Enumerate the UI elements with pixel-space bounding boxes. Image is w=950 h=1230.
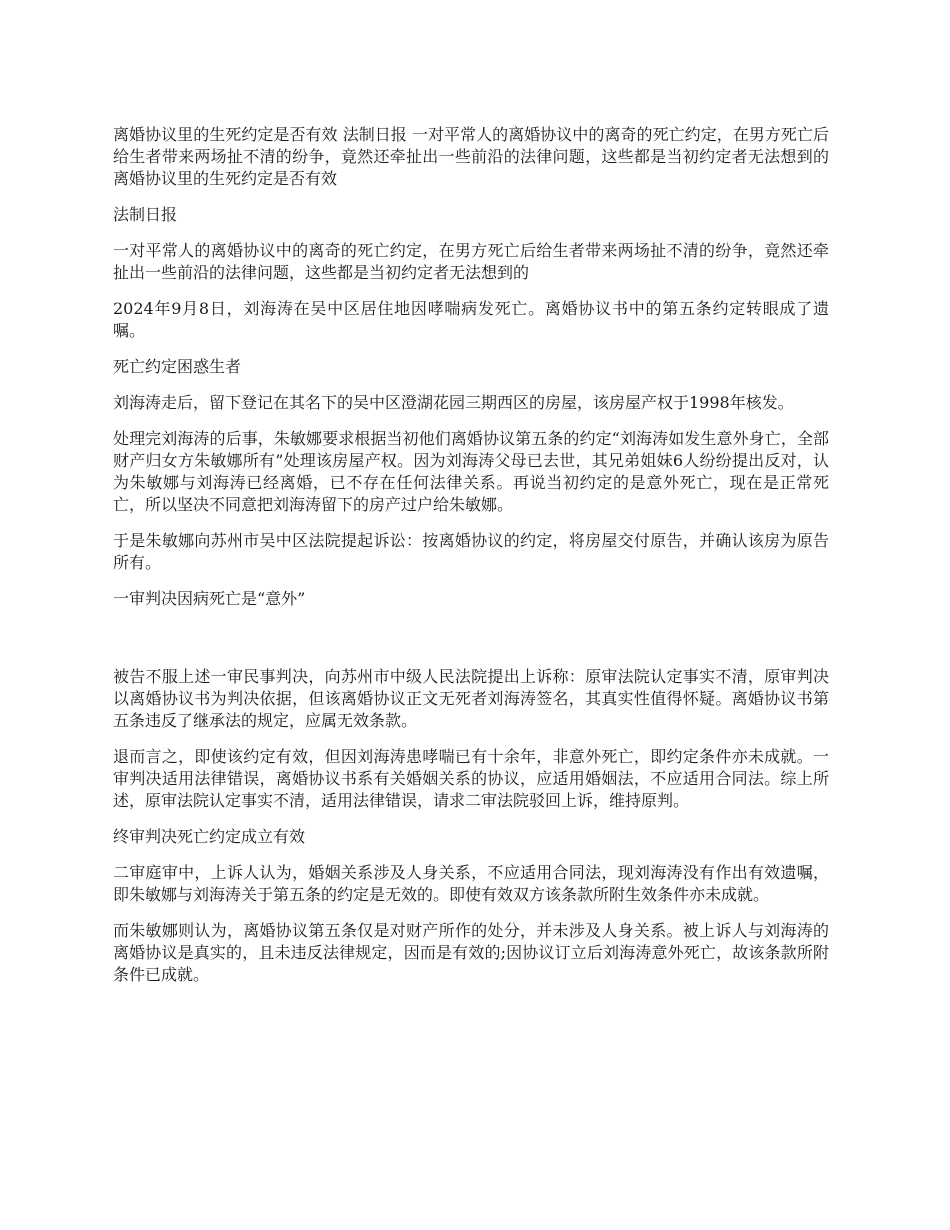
body-paragraph: 刘海涛走后，留下登记在其名下的吴中区澄湖花园三期西区的房屋，该房屋产权于1998年核发。 [113, 393, 794, 412]
lead-paragraph: 一对平常人的离婚协议中的离奇的死亡约定，在男方死亡后给生者带来两场扯不清的纷争，竟然还牵扯出一些前沿的法律问题，这些都是当初约定者无法想到的 [113, 241, 829, 282]
section-heading: 一审判决因病死亡是“意外” [113, 589, 306, 608]
section-heading: 终审判决死亡约定成立有效 [113, 827, 306, 846]
section-heading: 死亡约定困惑生者 [113, 357, 242, 376]
body-paragraph: 处理完刘海涛的后事，朱敏娜要求根据当初他们离婚协议第五条的约定“刘海涛如发生意外身亡，全部财产归女方朱敏娜所有”处理该房屋产权。因为刘海涛父母已去世，其兄弟姐妹6人纷纷提出反对，认为朱敏娜与刘海涛已经离婚，已不存在任何法律关系。再说当初约定的是意外死亡，现在是正常死亡，所以坚决不同意把刘海涛留下的房产过户给朱敏娜。 [113, 429, 829, 514]
body-paragraph: 2024年9月8日，刘海涛在吴中区居住地因哮喘病发死亡。离婚协议书中的第五条约定转眼成了遗嘱。 [113, 299, 829, 340]
body-paragraph: 被告不服上述一审民事判决，向苏州市中级人民法院提出上诉称：原审法院认定事实不清，原审判决以离婚协议书为判决依据，但该离婚协议正文无死者刘海涛签名，其真实性值得怀疑。离婚协议书第五条违反了继承法的规定，应属无效条款。 [113, 667, 829, 730]
blank-spacer [113, 624, 829, 666]
body-paragraph: 二审庭审中，上诉人认为，婚姻关系涉及人身关系，不应适用合同法，现刘海涛没有作出有效遗嘱，即朱敏娜与刘海涛关于第五条的约定是无效的。即使有效双方该条款所附生效条件亦未成就。 [113, 863, 829, 904]
body-paragraph: 于是朱敏娜向苏州市吴中区法院提起诉讼：按离婚协议的约定，将房屋交付原告，并确认该房为原告所有。 [113, 531, 829, 572]
article-intro: 离婚协议里的生死约定是否有效 法制日报 一对平常人的离婚协议中的离奇的死亡约定，在男方死亡后给生者带来两场扯不清的纷争，竟然还牵扯出一些前沿的法律问题，这些都是当初约定者无法想到的 离婚协议里的生死约定是否有效 [113, 125, 829, 188]
body-paragraph: 而朱敏娜则认为，离婚协议第五条仅是对财产所作的处分，并未涉及人身关系。被上诉人与刘海涛的离婚协议是真实的，且未违反法律规定，因而是有效的;因协议订立后刘海涛意外死亡，故该条款所附条件已成就。 [113, 921, 829, 984]
body-paragraph: 退而言之，即使该约定有效，但因刘海涛患哮喘已有十余年，非意外死亡，即约定条件亦未成就。一审判决适用法律错误，离婚协议书系有关婚姻关系的协议，应适用婚姻法，不应适用合同法。综上所述，原审法院认定事实不清，适用法律错误，请求二审法院驳回上诉，维持原判。 [113, 747, 829, 810]
source-line: 法制日报 [113, 205, 178, 224]
document-body [113, 124, 829, 1000]
